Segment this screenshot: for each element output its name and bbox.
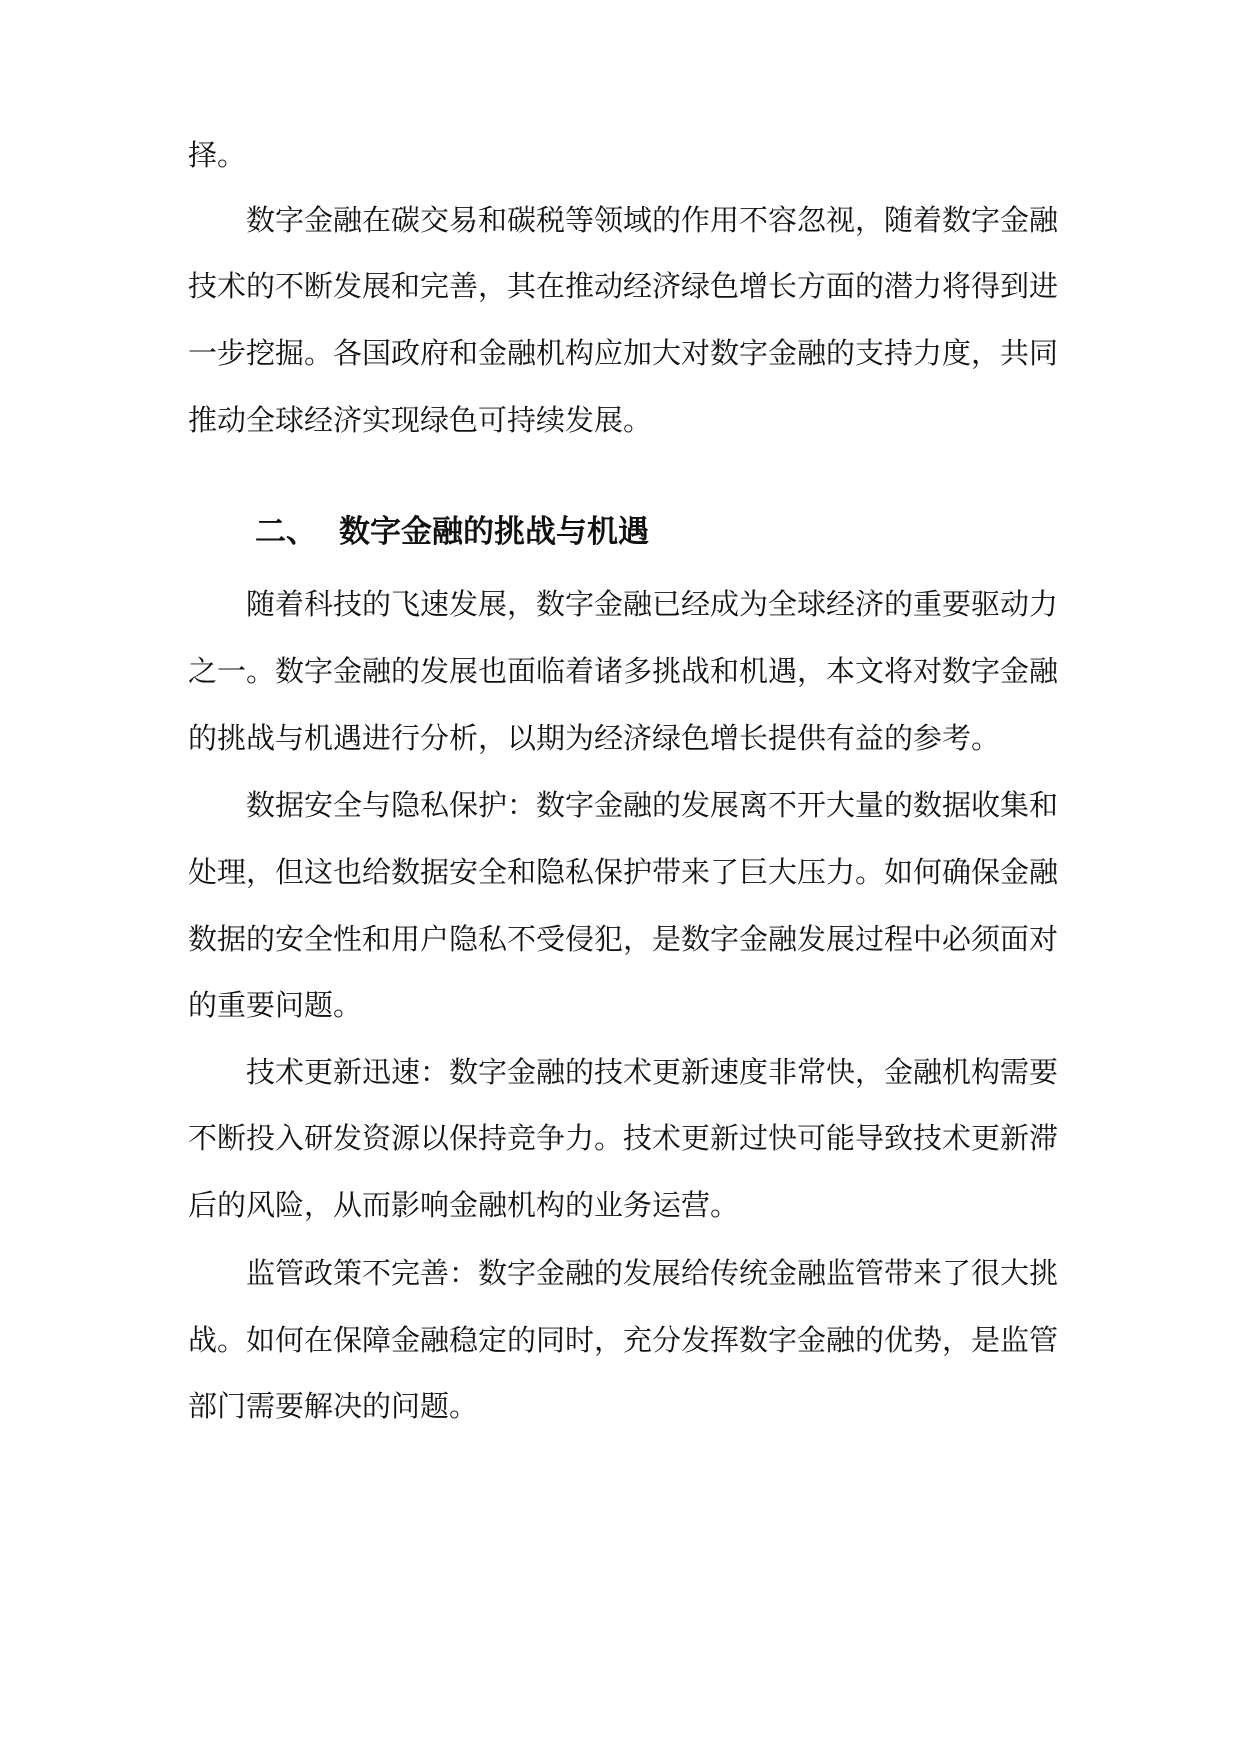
paragraph-4-line-1: 技术更新迅速：数字金融的技术更新速度非常快，金融机构需要 [246,1055,1059,1089]
continuation-line: 择。 [188,138,247,172]
paragraph-3-line-4: 的重要问题。 [188,988,363,1022]
paragraph-2-line-3: 的挑战与机遇进行分析，以期为经济绿色增长提供有益的参考。 [188,721,1001,755]
paragraph-4-line-2: 不断投入研发资源以保持竞争力。技术更新过快可能导致技术更新滞 [188,1121,1059,1155]
paragraph-3-line-1: 数据安全与隐私保护：数字金融的发展离不开大量的数据收集和 [246,788,1059,822]
paragraph-1-line-2: 技术的不断发展和完善，其在推动经济绿色增长方面的潜力将得到进 [188,269,1059,303]
paragraph-2-line-1: 随着科技的飞速发展，数字金融已经成为全球经济的重要驱动力 [246,587,1059,621]
paragraph-2-line-2: 之一。数字金融的发展也面临着诸多挑战和机遇，本文将对数字金融 [188,654,1059,688]
paragraph-5-line-2: 战。如何在保障金融稳定的同时，充分发挥数字金融的优势，是监管 [188,1323,1059,1357]
section-heading [255,512,649,552]
paragraph-3-line-2: 处理，但这也给数据安全和隐私保护带来了巨大压力。如何确保金融 [188,855,1059,889]
paragraph-4-line-3: 后的风险，从而影响金融机构的业务运营。 [188,1188,740,1222]
section-title: 数字金融的挑战与机遇 [339,514,649,550]
paragraph-1-line-4: 推动全球经济实现绿色可持续发展。 [188,403,653,437]
paragraph-3-line-3: 数据的安全性和用户隐私不受侵犯，是数字金融发展过程中必须面对 [188,922,1059,956]
paragraph-5-line-1: 监管政策不完善：数字金融的发展给传统金融监管带来了很大挑 [246,1256,1059,1290]
paragraph-1-line-1: 数字金融在碳交易和碳税等领域的作用不容忽视，随着数字金融 [246,203,1059,237]
section-number: 二、 [255,514,317,550]
paragraph-5-line-3: 部门需要解决的问题。 [188,1389,479,1423]
paragraph-1-line-3: 一步挖掘。各国政府和金融机构应加大对数字金融的支持力度，共同 [188,336,1059,370]
